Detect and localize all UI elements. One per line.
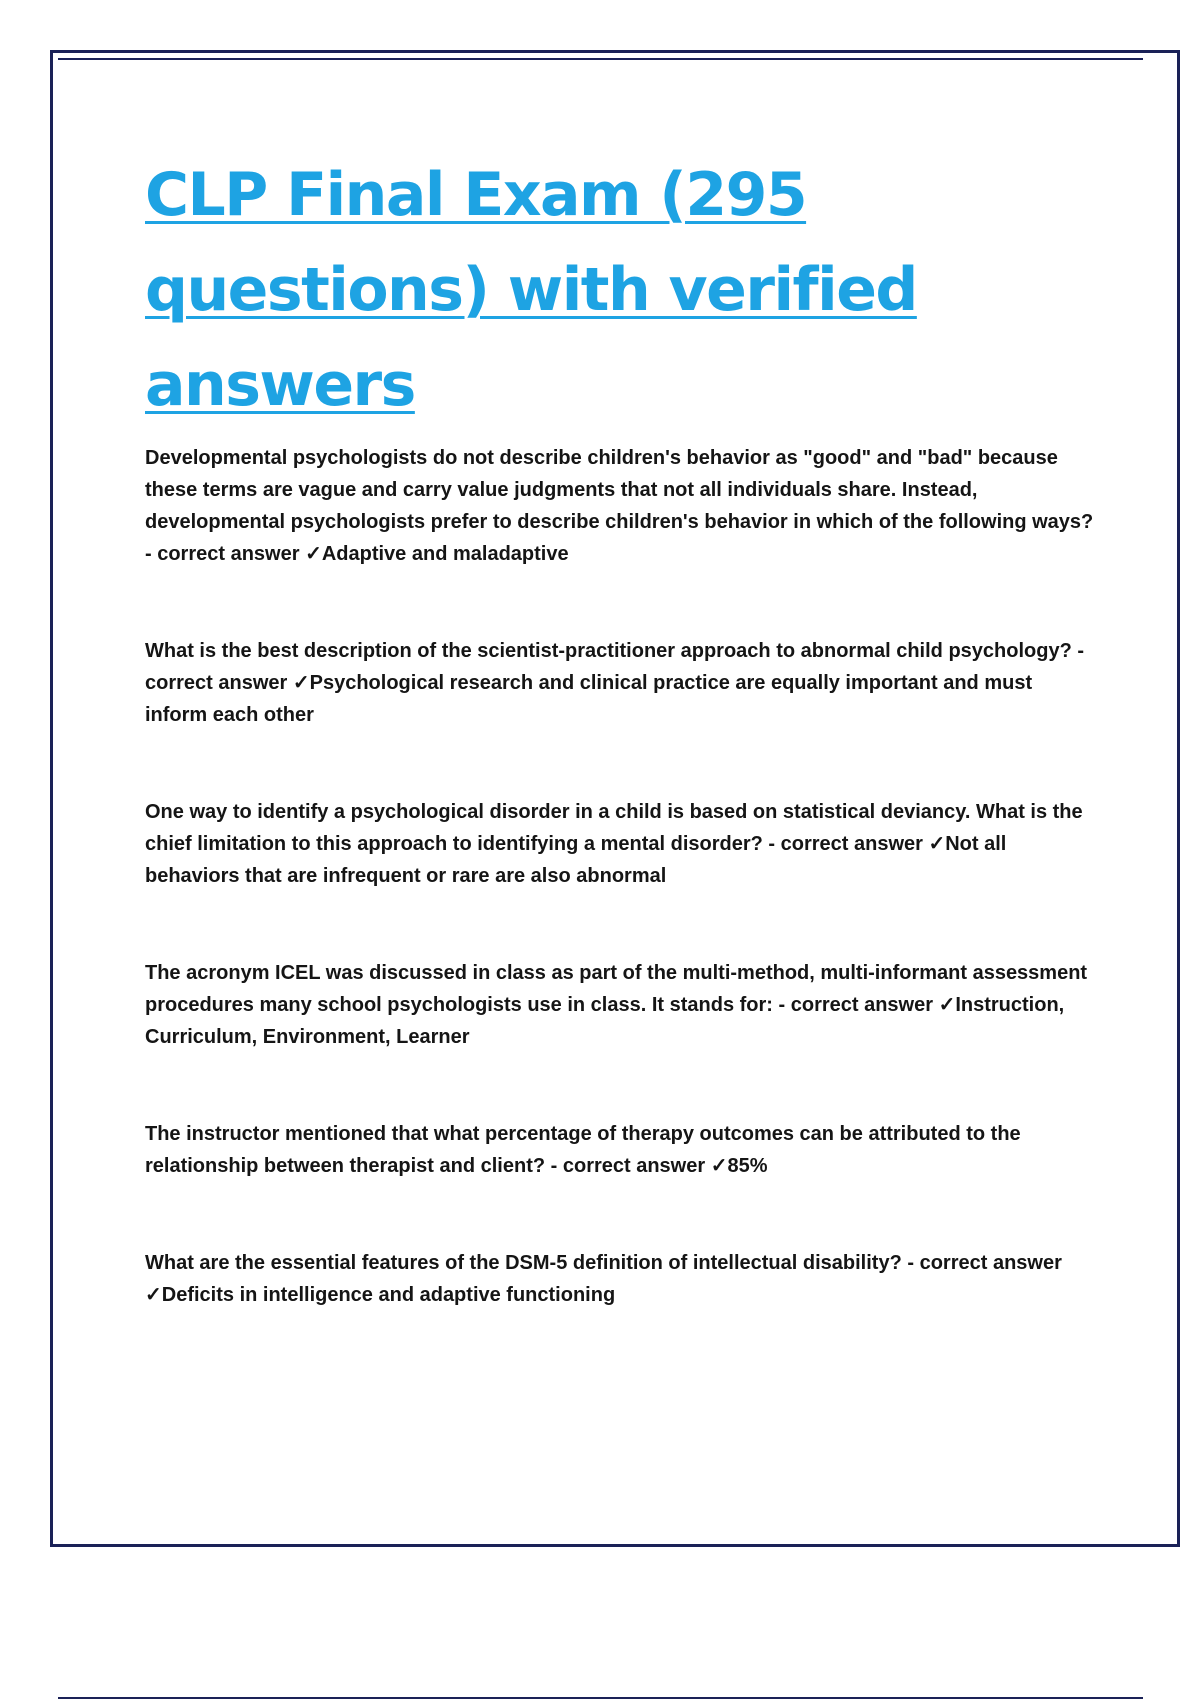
answer-separator: - correct answer <box>772 994 939 1016</box>
question-text: Developmental psychologists do not describe children's behavior as "good" and "bad" because these terms are vague and carry value judgments that not all individuals share. Instead, developmental psychologists prefer to describe children's behavior in which of the following ways? <box>145 447 1094 533</box>
answer-separator: - correct answer <box>545 1155 711 1177</box>
question-text: One way to identify a psychological disorder in a child is based on statistical deviancy. What is the chief limitation to this approach to identifying a mental disorder? <box>145 801 1083 855</box>
qa-item <box>145 1247 1095 1311</box>
qa-item <box>145 635 1095 731</box>
qa-item <box>145 442 1095 570</box>
answer-text: Instruction, Curriculum, Environment, Learner <box>145 994 1065 1048</box>
check-mark-icon: ✓ <box>305 543 322 565</box>
question-text: What are the essential features of the DSM-5 definition of intellectual disability? <box>145 1252 902 1274</box>
answer-text: Not all behaviors that are infrequent or rare are also abnormal <box>145 833 1007 887</box>
answer-separator: - correct answer <box>901 1252 1062 1274</box>
answer-text: Deficits in intelligence and adaptive functioning <box>161 1284 616 1306</box>
answer-separator: - correct answer <box>145 640 1085 694</box>
question-answer-list <box>145 442 1095 1311</box>
check-mark-icon: ✓ <box>710 1155 728 1177</box>
top-rule <box>58 58 1143 60</box>
answer-separator: - correct answer <box>145 543 306 565</box>
document-title: CLP Final Exam (295 questions) with verified answers <box>145 160 917 420</box>
qa-item <box>145 957 1095 1053</box>
check-mark-icon: ✓ <box>292 672 310 694</box>
answer-text: Psychological research and clinical practice are equally important and must inform each other <box>145 672 1033 726</box>
qa-item <box>145 796 1095 892</box>
answer-separator: - correct answer <box>762 833 929 855</box>
answer-text: Adaptive and maladaptive <box>321 543 569 565</box>
check-mark-icon: ✓ <box>145 1284 162 1306</box>
answer-text: 85% <box>727 1155 768 1177</box>
question-text: The acronym ICEL was discussed in class as part of the multi-method, multi-informant assessment procedures many school psychologists use in class. It stands for: <box>145 962 1088 1016</box>
question-text: The instructor mentioned that what percentage of therapy outcomes can be attributed to the relationship between therapist and client? <box>145 1123 1021 1177</box>
check-mark-icon: ✓ <box>928 833 946 855</box>
bottom-rule <box>58 1697 1143 1699</box>
question-text: What is the best description of the scientist-practitioner approach to abnormal child psychology? <box>145 640 1072 662</box>
qa-item <box>145 1118 1095 1182</box>
check-mark-icon: ✓ <box>938 994 956 1016</box>
